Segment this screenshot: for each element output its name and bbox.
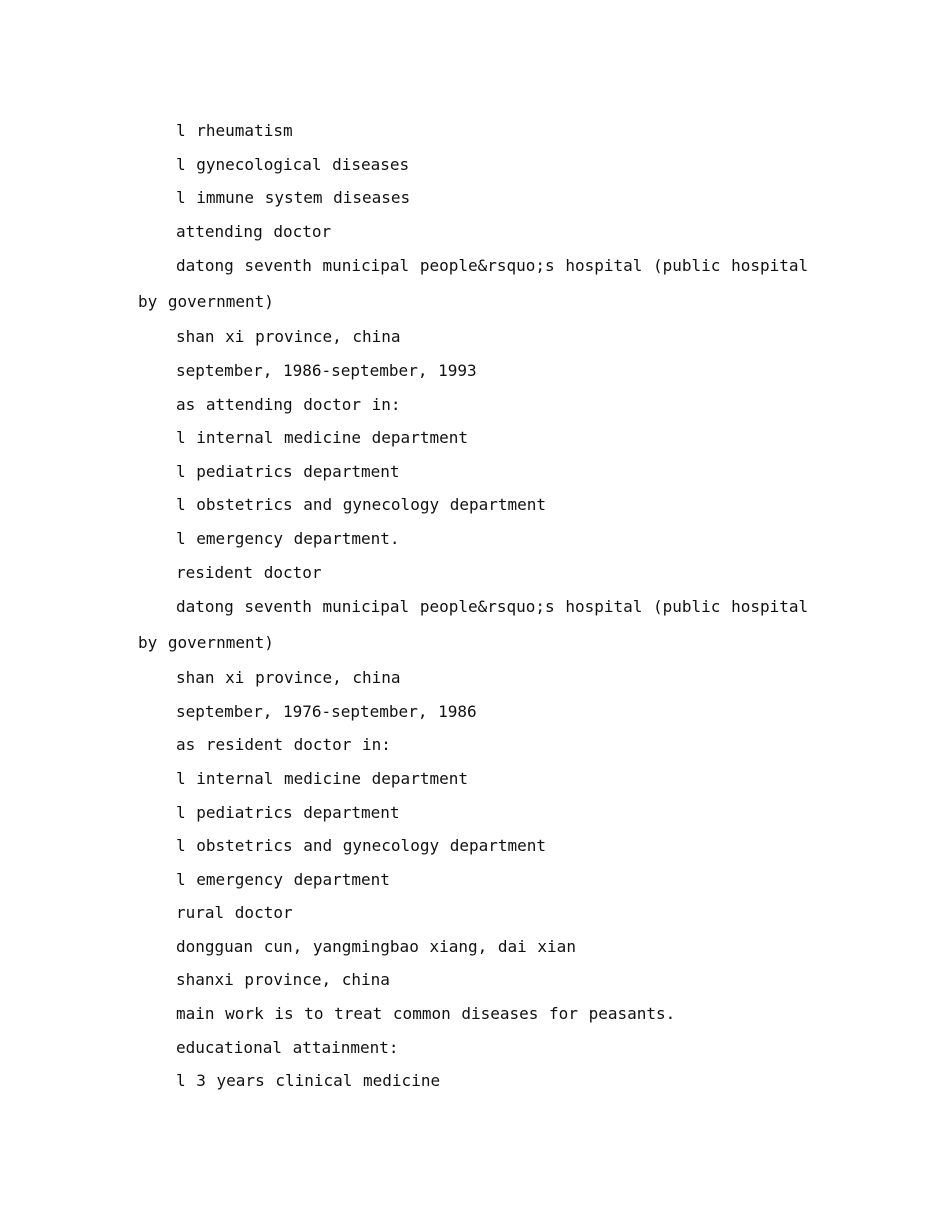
list-item-immune-system-diseases: l immune system diseases (176, 188, 411, 208)
role-intro-1: as attending doctor in: (176, 394, 401, 414)
list-item-emergency-1: l emergency department. (176, 528, 400, 548)
list-item-pediatrics-1: l pediatrics department (176, 461, 400, 481)
date-range-2: september, 1976-september, 1986 (176, 701, 477, 721)
job-description: main work is to treat common diseases for peasants. (176, 1004, 676, 1024)
role-intro-2: as resident doctor in: (176, 735, 391, 755)
employer-hospital-2: datong seventh municipal people&rsquo;s hospital (public hospital by government) (138, 597, 809, 653)
document-body (138, 114, 818, 1098)
location-village: dongguan cun, yangmingbao xiang, dai xian (176, 936, 576, 956)
list-item-clinical-medicine: l 3 years clinical medicine (176, 1071, 441, 1091)
employer-hospital-1: datong seventh municipal people&rsquo;s hospital (public hospital by government) (138, 256, 809, 312)
section-heading-education: educational attainment: (176, 1037, 399, 1057)
location-1: shan xi province, china (176, 327, 401, 347)
list-item-obstetrics-2: l obstetrics and gynecology department (176, 836, 547, 856)
list-item-internal-medicine-1: l internal medicine department (176, 428, 468, 448)
job-title-rural-doctor: rural doctor (176, 903, 293, 923)
job-title-attending-doctor: attending doctor (176, 221, 332, 241)
list-item-internal-medicine-2: l internal medicine department (176, 768, 468, 788)
job-title-resident-doctor: resident doctor (176, 562, 322, 582)
location-2: shan xi province, china (176, 668, 401, 688)
date-range-1: september, 1986-september, 1993 (176, 360, 477, 380)
list-item-obstetrics-1: l obstetrics and gynecology department (176, 495, 547, 515)
list-item-gynecological-diseases: l gynecological diseases (176, 154, 410, 174)
list-item-emergency-2: l emergency department (176, 869, 390, 889)
list-item-rheumatism: l rheumatism (176, 121, 293, 140)
location-province: shanxi province, china (176, 970, 390, 990)
list-item-pediatrics-2: l pediatrics department (176, 802, 400, 822)
